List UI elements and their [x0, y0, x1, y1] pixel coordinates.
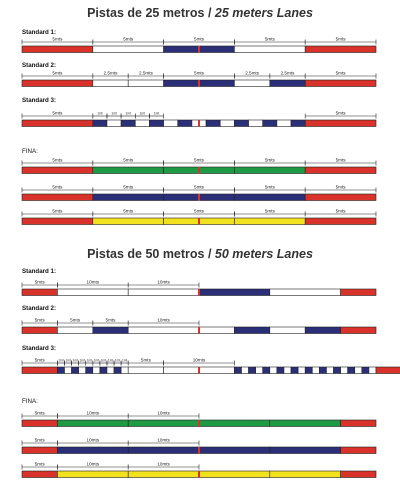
- center-marker: [198, 194, 200, 201]
- center-marker: [198, 367, 200, 374]
- lane-segment-blue: [263, 367, 270, 374]
- lane-segment-blue: [149, 120, 163, 127]
- row-label: Standard 1:: [22, 29, 57, 36]
- row-label: Standard 2:: [22, 305, 57, 312]
- segment-length-label: 1mt: [121, 358, 128, 363]
- lane-segment-red: [22, 218, 93, 225]
- lane-segment-red: [22, 80, 93, 87]
- center-marker: [198, 327, 200, 334]
- lane-segment-white: [107, 120, 121, 127]
- segment-length-label: 1mt: [100, 358, 107, 363]
- center-marker: [198, 167, 200, 174]
- lane-segment-white: [93, 80, 128, 87]
- lane-segment-red: [22, 167, 93, 174]
- lane-segment-white: [270, 289, 341, 296]
- lane-segment-red: [305, 46, 376, 53]
- lane-segment-white: [270, 367, 277, 374]
- lane-segment-white: [57, 327, 92, 334]
- lane-segment-blue: [93, 120, 107, 127]
- lane-segment-red: [22, 471, 57, 478]
- segment-length-label: 5mts: [34, 279, 45, 285]
- segment-length-label: 5mts: [52, 70, 63, 76]
- lane-segment-white: [284, 367, 291, 374]
- lane-segment-white: [135, 120, 149, 127]
- lane-segment-white: [270, 327, 305, 334]
- lane-segment-white: [369, 367, 376, 374]
- lane-segment-blue: [305, 327, 340, 334]
- lane-segment-red: [22, 420, 57, 427]
- lane-segment-blue: [277, 367, 284, 374]
- lane-segment-blue: [249, 367, 256, 374]
- segment-length-label: 5mts: [52, 157, 63, 163]
- row-label: Standard 2:: [22, 62, 57, 69]
- lane-segment-blue: [93, 327, 128, 334]
- segment-length-label: 5mts: [123, 184, 134, 190]
- segment-length-label: 10mts: [86, 410, 100, 416]
- lane-segment-white: [312, 367, 319, 374]
- lane-segment-yellow: [234, 218, 305, 225]
- segment-length-label: 5mts: [123, 208, 134, 214]
- lane-segment-red: [341, 327, 376, 334]
- lane-segment-red: [22, 120, 93, 127]
- segment-length-label: 10mts: [157, 317, 170, 323]
- lane-segment-green: [128, 420, 199, 427]
- lane-segment-white: [121, 367, 128, 374]
- segment-length-label: 1mt: [111, 111, 117, 116]
- lane-segment-red: [22, 289, 57, 296]
- lane-segment-blue: [234, 367, 241, 374]
- segment-length-label: 1mt: [65, 358, 71, 363]
- segment-length-label: 2.5mts: [280, 70, 295, 76]
- segment-length-label: 5mts: [194, 70, 204, 76]
- lane-segment-white: [164, 120, 178, 127]
- lane-segment-white: [107, 367, 114, 374]
- lane-segment-blue: [114, 367, 121, 374]
- segment-length-label: 5mts: [70, 317, 81, 323]
- lane-segment-blue: [348, 367, 355, 374]
- segment-length-label: 5mts: [194, 208, 204, 214]
- lane-segment-blue: [100, 367, 107, 374]
- lane-segment-blue: [72, 367, 79, 374]
- center-marker: [198, 80, 200, 87]
- center-marker: [198, 46, 200, 53]
- segment-length-label: 5mts: [264, 157, 275, 163]
- center-marker: [198, 218, 200, 225]
- lane-segment-red: [341, 420, 376, 427]
- segment-length-label: 5mts: [34, 437, 45, 443]
- segment-length-label: 10mts: [157, 410, 170, 416]
- segment-length-label: 5mts: [194, 36, 204, 42]
- lane-segment-blue: [234, 194, 305, 201]
- segment-length-label: 5mts: [264, 36, 275, 42]
- lane-segment-white: [93, 367, 100, 374]
- segment-length-label: 5mts: [335, 157, 346, 163]
- lane-segment-red: [305, 167, 376, 174]
- lane-segment-blue: [206, 120, 220, 127]
- row-label: Standard 1:: [22, 268, 57, 275]
- segment-length-label: 1mt: [79, 358, 85, 363]
- title-es: Pistas de 50 metros /: [87, 247, 215, 261]
- segment-length-label: 10mts: [86, 461, 100, 467]
- segment-length-label: 1mt: [114, 358, 121, 363]
- lane-segment-white: [234, 80, 269, 87]
- lane-segment-blue: [57, 447, 128, 454]
- lane-segment-white: [249, 120, 263, 127]
- segment-length-label: 2.5mts: [245, 70, 259, 76]
- lane-segment-blue: [270, 80, 305, 87]
- lane-segment-white: [234, 46, 305, 53]
- segment-length-label: 5mts: [52, 110, 63, 116]
- lane-segment-blue: [263, 120, 277, 127]
- segment-length-label: 1mt: [153, 111, 160, 116]
- segment-length-label: 5mts: [264, 184, 275, 190]
- segment-length-label: 5mts: [123, 36, 134, 42]
- lane-segment-green: [234, 167, 305, 174]
- segment-length-label: 5mts: [34, 317, 45, 323]
- lane-segment-yellow: [128, 471, 199, 478]
- row-label: FINA:: [22, 398, 38, 405]
- lane-segment-white: [79, 367, 86, 374]
- lane-segment-white: [128, 327, 199, 334]
- segment-length-label: 5mts: [335, 36, 346, 42]
- lane-segment-yellow: [199, 471, 270, 478]
- lane-segment-blue: [178, 120, 192, 127]
- lane-segment-blue: [305, 367, 312, 374]
- lane-segment-blue: [291, 120, 305, 127]
- lane-segment-blue: [234, 120, 248, 127]
- segment-length-label: 10mts: [86, 437, 100, 443]
- segment-length-label: 5mts: [52, 184, 63, 190]
- lane-segment-red: [22, 46, 93, 53]
- title-en: 25 meters Lanes: [214, 6, 313, 20]
- segment-length-label: 5mts: [335, 208, 346, 214]
- segment-length-label: 1mt: [93, 358, 100, 363]
- lane-segment-blue: [57, 367, 64, 374]
- lane-segment-red: [341, 447, 376, 454]
- lane-segment-white: [298, 367, 305, 374]
- lane-segment-white: [93, 46, 164, 53]
- lane-segment-blue: [234, 327, 269, 334]
- segment-length-label: 5mts: [335, 70, 346, 76]
- center-marker: [198, 120, 200, 127]
- segment-length-label: 5mts: [34, 357, 45, 363]
- lane-segment-green: [270, 420, 341, 427]
- lane-segment-white: [256, 367, 263, 374]
- lane-segment-blue: [199, 289, 270, 296]
- lane-segment-red: [305, 218, 376, 225]
- row-label: Standard 3:: [22, 345, 57, 352]
- lane-segment-white: [355, 367, 362, 374]
- segment-length-label: 10mts: [157, 279, 170, 285]
- lane-segment-white: [128, 80, 163, 87]
- segment-length-label: 5mts: [123, 157, 134, 163]
- segment-length-label: 5mts: [194, 157, 204, 163]
- segment-length-label: 5mts: [34, 461, 45, 467]
- segment-length-label: 5mts: [264, 208, 275, 214]
- lane-segment-red: [305, 80, 376, 87]
- lane-segment-yellow: [57, 471, 128, 478]
- lane-segment-white: [128, 289, 199, 296]
- lane-segment-white: [199, 327, 234, 334]
- segment-length-label: 1mt: [86, 358, 92, 363]
- lane-segment-yellow: [270, 471, 341, 478]
- lane-segment-red: [305, 194, 376, 201]
- segment-length-label: 5mts: [52, 208, 63, 214]
- lane-segment-white: [220, 120, 234, 127]
- lane-segment-red: [22, 367, 57, 374]
- segment-length-label: 5mts: [52, 36, 63, 42]
- segment-length-label: 5mts: [194, 184, 204, 190]
- lane-segment-white: [57, 289, 128, 296]
- segment-length-label: 2.5mts: [103, 70, 118, 76]
- lane-segment-blue: [199, 447, 270, 454]
- segment-length-label: 10mts: [157, 461, 170, 467]
- segment-length-label: 10mts: [86, 279, 100, 285]
- segment-length-label: 5mts: [140, 357, 151, 363]
- segment-length-label: 5mts: [335, 110, 346, 116]
- row-label: FINA:: [22, 148, 38, 155]
- lane-segment-red: [341, 471, 376, 478]
- segment-length-label: 10mts: [157, 437, 170, 443]
- lane-segment-white: [341, 367, 348, 374]
- segment-length-label: 5mts: [105, 317, 116, 323]
- lane-segment-white: [277, 120, 291, 127]
- lane-segment-yellow: [93, 218, 164, 225]
- segment-length-label: 1mt: [107, 358, 114, 363]
- lane-segment-red: [376, 367, 400, 374]
- lane-segment-green: [93, 167, 164, 174]
- lane-segment-green: [199, 420, 270, 427]
- segment-length-label: 1mt: [125, 111, 131, 116]
- lane-segment-blue: [86, 367, 93, 374]
- lane-segment-blue: [121, 120, 135, 127]
- lane-segment-red: [305, 120, 376, 127]
- lane-segment-green: [57, 420, 128, 427]
- center-marker: [198, 289, 200, 296]
- segment-length-label: 5mts: [335, 184, 346, 190]
- lane-segment-blue: [270, 447, 341, 454]
- lane-segment-blue: [362, 367, 369, 374]
- segment-length-label: 1mt: [139, 111, 146, 116]
- lane-segment-white: [326, 367, 333, 374]
- segment-length-label: 1mt: [58, 358, 64, 363]
- title-en: 50 meters Lanes: [214, 247, 313, 261]
- lane-segment-red: [22, 447, 57, 454]
- center-marker: [198, 447, 200, 454]
- center-marker: [198, 420, 200, 427]
- lane-segment-blue: [291, 367, 298, 374]
- lane-segment-white: [64, 367, 71, 374]
- center-marker: [198, 471, 200, 478]
- lane-segment-red: [341, 289, 376, 296]
- lane-segment-white: [241, 367, 248, 374]
- lane-segment-blue: [128, 447, 199, 454]
- segment-length-label: 5mts: [34, 410, 45, 416]
- segment-length-label: 2.5mts: [139, 70, 153, 76]
- segment-length-label: 1mt: [72, 358, 78, 363]
- lane-segment-white: [128, 367, 163, 374]
- lane-segment-blue: [319, 367, 326, 374]
- segment-length-label: 10mts: [192, 357, 206, 363]
- lane-segment-red: [22, 327, 57, 334]
- lane-segment-blue: [93, 194, 164, 201]
- lane-segment-blue: [334, 367, 341, 374]
- row-label: Standard 3:: [22, 97, 57, 104]
- title-es: Pistas de 25 metros /: [87, 6, 215, 20]
- segment-length-label: 1mt: [97, 111, 103, 116]
- lane-segment-red: [22, 194, 93, 201]
